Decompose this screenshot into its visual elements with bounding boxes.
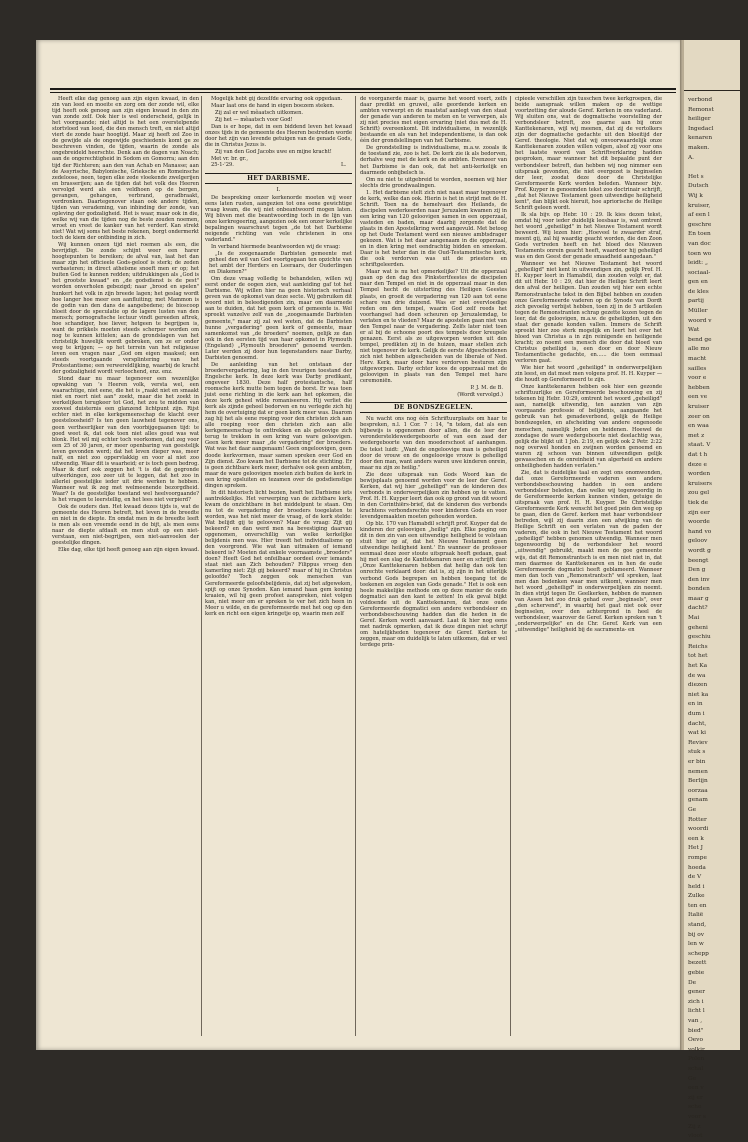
edge-text-line: verbond [688,97,713,103]
edge-text-line: Rotter [688,816,707,823]
edge-text-line: en in [688,701,703,708]
quote-line: Zij het — mêaatsch voor God! [215,117,293,124]
paragraph: In dit historisch licht bezien, heeft het Darbisme iets aantrekkelijks. Het verwerping van de zichtbare kerk, kwam de onzichtbare in het middelpunt te staan. Om nu tot de vergadering der broeders toegelaten te worden, was het niet meer de vraag, of de kerk stelde: Wat belijdt gij te gelooven? Maar de vraag: Zijt gij bekeerd? en dan werd men na bevestiging daarvan opgenomen, onverschillig van welke kerkelijke belijdenis men was. Hier treedt het individualisme op den voorgrond. Wie wat kan uitmaken of iemand bekeerd is? Moeten dat enkele voornaamste „broeders" doen? Heeft God het onfeilbaar oordeel over iemands staat niet aan Zich behouden? Filippus vroeg den kamerling niet: Zijt gij bekeerd? maar of hij in Christus geloofde? Toch zeggen ook menschen van Gereformeerde geloofsbelijdenis, dat zij het afgeweken, spijt op onze Synoden. Kan iemand haan gem koning kraaien, wil hij geen profeet aanspreken, niet volgen kan, niet meer om er spreken te ver het zich heen in Meer u wilde, en de gereformeerde met het oog op den kerk en richt een eigen kringetje op, waarin men zelf [205,489,352,617]
edge-text-line: van , [688,1018,703,1024]
signature-initial: L. [340,162,346,169]
edge-text-line: Reviev [688,739,708,746]
edge-text-line: A. [688,154,695,161]
edge-text-line: kenaren [688,135,713,142]
edge-text-line: zou gel [688,490,710,497]
edge-text-line: een v [688,1085,704,1092]
edge-text-line: voor e [688,375,707,382]
edge-text-line: len w [688,941,704,948]
edge-text-line: zeer on [688,413,710,420]
text-column-4 [515,96,662,1040]
edge-text-line: dacht, [688,720,707,727]
edge-text-line: tiek de [688,499,709,506]
edge-text-line: stuk s [688,749,706,756]
paragraph: Dan is er hope, dat in een biddend leven het kwaad onzes tijds in de gemeente des Heeren bestreden worde door het zijn van levende getuigen van de genade Gods, die in Christus Jezus is. [205,124,352,149]
signature-greeting: Met vr. br. gr., [211,156,248,163]
paragraph: Om deze vraag volledig te behandelen, willen wij eerst onder de oogen zien, wat aanleiding gaf tot het Darbisme. Wij willen hier na geen historisch verhaal geven van de opkomst van deze secte. Wij gebruiken dit woord niet in beleedigenden zin, maar om daarmede aan te duiden, dat het geen kerk of gemeente is. Wel spreekt vanzelve zelf van de „zoogenaamde Darbisten gemeente," maar zij zal wel weten, dat de Darbisten hunne „vergadering" geen kerk of gemeente, maar samenkomst van „de broeders" noemen, gelijk ze dan ook in den eersten tijd van haar opkomst in Plymouth (Engeland) „Plymouth broederen" genoemd werden. Later werden zij door hun tegenstanders naar Darby, Darbisten genoemd. [205,276,352,361]
edge-text-line: oorzaa [688,787,708,794]
edge-text-line: Zij z [688,1123,701,1130]
edge-text-line: den inv [688,576,710,583]
edge-text-line: Zulke [688,893,705,900]
edge-text-line: kruisers [688,480,713,487]
edge-text-line: Italië [688,912,704,919]
edge-top-rule [684,90,740,91]
edge-text-line: Dutsch [688,183,709,190]
edge-text-line: woordi [688,826,709,833]
edge-text-line: ten en [688,902,707,909]
edge-text-line: En toen [688,231,711,238]
paragraph: cipieele verschillen zijn tusschen twee kerkgroepen, die beide aanspraak willen maken op de wettige voortzetting der aloude Geref. Kerken in ons vaderland. Wij sluiten ons, wat de dogmatische voorstelling der verbondsleer betreft, zoo gaarne aan bij onze Kanttekenaren, wijl wij meenen, dat zij de vertolkers zijn der dogmatische gedachte uit den bloeitijd der Geref. theologie. Niet dat wij onvoorwaardelijk onze Kanttekenaren zouden willen volgen, alsof zij voor ons het laatste woord van Schriftverklaring hadden gesproken, maar wanneer het dit bepaalde punt der verbondsleer betreft, dan hebben wij nog nimmer een uitspraak gevonden, die niet overgezet is beginselen der leer, zoodat deze door de Christelijke Gereformeerde Kerk worden beleden. Wanneer bijv. Prof. Kuyper in genoemden tekst zoo doctrinair schrijft, „dat het Nieuwe Testament geen uitwendige heiligheid kent", dan blijkt ook hieruit, hoe apriorische de Heilige Schrift geleen wordt. [515,96,662,211]
edge-text-line: een k [688,835,704,842]
header-rule-thin [50,92,676,93]
paragraph: Op blz. 170 van Hamabdil schrijft prof. Kuyper dat de kinderen der geloovigen „heilig" zijn. Elke poging om dit in den zin van een uitwendige heiligheid te volstaan stuit hier op af, dat het Nieuwe Testament geen uitwendige heiligheid kent.' En wanneer de professor eenmaal deze zeer stoute uitspraak heeft gedaan, gaat hij met een slag de Kanttekenaren neer en schrijft dan: „Onze Kanttekenaren hebben dat heilig dan ook ten onrechte verklaard door: dat is, zij zijn in het uiterlijk verbond Gods begrepen en hebben toegang tot de teekenen en zegelen van Gods genade." Het is ook een heele makkelijke methode om op deze manier de oude dogmatici aan den kant te zetten! In elk geval blijkt voldoende uit de Kanttekenaren, dat onze oude Gereformeerde dogmatici een andere verbondsleer en verbondsbeschouwing hadden dan die heden in de Geref. Kerken wordt aanvaard. Laat ik hier nog eens met nadruk opmerken, dat ik deze dingen niet schrijf om hatelijkheden tegenover de Geref. Kerken te zeggen, maar om duidelijk te laten uitkomen, dat er wel terdege prin- [360,521,507,649]
edge-text-line: held i [688,883,705,890]
text-column-1 [52,96,199,1040]
edge-text-line: De [688,979,697,986]
paragraph: Wij kunnen onzen tijd niet roemen als een, die bevrijdigt. De zonde schijnt weer een harer hoogtepunten te bereiken; de afval van, laat het dan maar zijn het officieele Gods-geloof is sterk; de zeden verbasteren; in direct atheïsme snoeft men er op; het buiten God te kunnen redden; uitdrukkingen als „God is het grootste kwaad" en „de godsdienst is de pest" worden onverholen gebezigd; naar „brood en spelen" hunkert het volk in zijn breede lagen; het geslag wordt hoe langer hoe meer een aanfluiting; met Mammon is de godin van den dans de aangebedene; de bioscoop bloeit door de speculatie op de lagere lusten van den mensch; pornografische lectuur vindt gereeden aftrek, hoe schandiger, hoe liever, hetgeen te begrijpen is, want de prikkels moeten steeds scherper worden om nog te kunnen kittelen; aan de grondslagen van het christelijk huwelijk wordt gebroken, om ze er onder weg te krijgen; — op het terrein van het religieuse leven een vragen naar „God om eigen maaksel; een steeds voortgaande versplintering van het Protestantisme; een verwereldlijking, waarbij de kracht der godzaligheid wordt verloochend, enz. enz. [52,242,199,376]
edge-text-line: Wij k [688,192,703,199]
edge-text-line: met z [688,432,705,439]
edge-text-line: Het J [688,845,703,852]
edge-text-line: van doc [688,240,711,247]
edge-text-line: genam [688,797,708,804]
edge-text-line: leidt: „ [688,260,708,267]
paragraph: De aanleiding van het ontstaan der broedervergadering, lag in den treurigen toestand der Engelsche kerk. In deze kerk was Darby predikant, ongeveer 1830. Deze half protestantsche, half roomsche kerk mutte hem tegen de borst. Er was toen juist eene richting in die kerk aan het opkomen, die deze kerk geheel wilde romaniseeren. Hij verliet die kerk als zijnde geheel bedorven en nu verlegde zich hij hem de overtuiging dat er geen kerk meer was. Daarom zag hij het als eene roeping voor den christen zich aan alle roeping voor den christen zich aan alle kerkgemeenschap te onttrekken en als geloovige zich terug te trekken in een kring van ware geloovigen. Geen kerk meer maar „de vergadering" der broeders. Wat was het daar aangenaam! Geen ongeloovigen, geen doode kerkvormen, maar samen spreken over God en Zijn dienst. Zoo kwam het Darbisme tot de stichting. Er is geen zichtbare kerk meer, derhalve ook geen ambten, maar de ware geloovigen moeten zich buiten de kerk in een kring opsluiten en tezamen over de godsdienstige dingen spreken. [205,361,352,489]
edge-text-line: Het s [688,173,704,180]
article-signature: P. J. M. de B. [470,385,503,392]
edge-text-line [688,163,748,173]
section-number: I. [276,186,281,193]
edge-text-line: Wat [688,327,700,334]
edge-text-line: geheni [688,624,708,631]
edge-text-line: hoeda [688,864,706,871]
text-column-2 [205,96,352,1040]
paragraph: Wie hier het woord „geheiligd" in onderwerpelijken zin leest, en dat moet men volgens prof. H. H. Kuyper — die houdt op Gereformeerd te zijn. [515,365,663,384]
paragraph: Ook de ouders dan. Het kwaad dezes tijds is, wat de gemeente des Heeren betreft, het leven in de breedte en niet in de diepte. En omdat men in de breedte leeft is men als een vreemde eend in de bijt, als men eens naar de diepte afdaalt en men stuit op een niet-verstaan, een niet-begrijpen, een niet-aanvoelen der geestelijke dingen. [52,504,199,547]
paragraph: Onze kanttekenaren hebben ook hier een gezonde schriftuurlijke en Gereformeerde beschouwing en zij tekenen bij Hebr. 10:29, omtrent het woord „geheiligd" aan, namelijk uitwendig, ten aanzien van zijn voorgaande professie of belijdenis, aangaande het gebruik van het genadeverbond, gelijk de Heilige bondszegelen, en afscheiding van andere ongenoode menschen, namelijk Joden en heidenen. Hoewel de zondagse de ware wedergeboorte niet deelachtig was, gelijk die blijkt uit 1 Joh. 2:19, en gelijk ook 2 Petr. 2:22 nog overwel honden en zwijnen worden genoemd en waren zij schoon van binnen uitwendigen gelijk gewasschen en de onreinheid van algerheid en andere onheiligheden hadden verlaten." [515,384,662,469]
edge-text-line: volkir [688,1046,705,1053]
edge-text-line: het Ka [688,663,708,670]
edge-text-line: diezen [688,682,708,689]
edge-text-column [688,96,748,1142]
edge-text-line: hebben [688,384,710,391]
edge-text-line: schal [688,1065,704,1072]
signature-date [205,162,352,168]
header-rule [50,88,676,90]
edge-text-line: nemen [688,768,708,775]
edge-text-line: vloot [688,1133,703,1140]
edge-text-line: dat t h [688,451,708,458]
edge-text-line: dacht? [688,605,708,612]
edge-text-line: macht [688,356,707,363]
continued-note: (Wordt vervolgd.) [457,392,503,399]
edge-text-line: niet ka [688,691,709,698]
edge-text-line: kruiser [688,404,710,410]
edge-text-line: zij er [688,1094,703,1101]
edge-text-line: staat. V [688,442,711,449]
quote-line: Zij zal er wel mêaatsch uitkomen. [215,110,304,117]
edge-text-line: zich i [688,998,704,1005]
section-heading-darbisme: HET DARBISME. [205,173,352,184]
paragraph: Om nu niet te uitgebreid te worden, noemen wij hier slechts drie grondwaalingen. [360,176,507,189]
edge-text-line: heiliger [688,116,711,123]
edge-text-line: bij ov [688,931,704,938]
paragraph: Zie deze uitspraak van Gods Woord kan de bewijsplaats genoemd worden voor de leer der Geref. Kerken, dat wij hier „geheiligd" van de kinderen des verbonds in onderwerpelijken zin hebben op te vatten. Prof. H. H. Kuyper leert dan ook op grond van dit woord in den Corinthiërs-brief, dat de kinderen des verbonds krachtens verbondsrechte voor kinderen Gods en voor levendgemaakten moeten gehouden worden. [360,471,507,521]
edge-text-line: toen wo [688,250,712,257]
paragraph: Nu wacht ons nog één Schriftuurplaats om haar te bespreken, n.l. 1 Cor. 7 : 14, "n teken, dat als een bijbewijs is opgenomen door allen, die de leer der verondersteldewedergeboorte of van een zaad der wedergeboorte van den moederschoot af aanhangen. De tekst luidt: „Want de ongeloovige man is geheiligd door de vrouw en de ongeloovige vrouw is geheiligd door den man, want anders waren uwe kinderen onrein, maar nu zijn ze heilig." [360,416,507,471]
edge-text-line: bonden [688,586,710,593]
column-divider [510,96,511,1036]
signature-date-text: 25-1-'29. [211,162,234,169]
quote-line: Zij van den God Jacobs uwe en mijne kracht! [215,149,332,156]
edge-text-line: sche [688,1104,702,1111]
edge-text-line: en waa [688,423,709,430]
paragraph: Zie, dat is duidelijke taal en zegt ons onomwonden, dat onze Gereformeerde vaderen een andere verbondsbeschouwing hadden in een andere verbondsleer beleden, dan welke wij tegenwoordig in de Gereformeerde kerken kunnen vinden, getuige de uitspraak van prof. H. H. Kuyper. De Christelijke Gereformeerde Kerk wenscht het goed pein den weg op te gaan, dien de Geref. kerken met haar verbondsleer betreden, wijl zij daarin zien een afwijking van de Heilige Schrift en een verlaten van de paden der vaderen, die ook in het Nieuwe Testament het woord „geheiligd" hebben genomen uitwendig. Wanneer men tegenwoordig bij de verbondsleer het woord „uitwendig" gebruikt, maakt men de goe gemeente wijs, dat dit Remonstrantsch is en men niet niet in, dat men daarmee de Kanttekenaren en in hen de oude Gereformeerde dogmatici heeft geblameerd. Wanneer men dan toch van „Remonstrantsch" wil spreken, laat men dan bedenken waar men uitkomt, wanneer men het woord „geheiligd" in onderwerpelijken zin neemt. In dien strijd tegen Dr. Geelkerken, hebben de mannen van Assen het zoo druk gehad over „beginsels", over „den schervend", in waarbij het gaat niet ook over beginselen, over den achtergrond in heel de verbondsleer, waarover de Geref. Kerken spreken van 't „onderwerpelijke" en de Chr. Geref. Kerk van een „uitwendige" heiligheid bij de sacramenta- en [515,469,662,634]
paragraph: Wanneer we het Nieuwe Testament het woord „geheiligd" niet kent in uitwendigen zin, gelijk Prof. H. H. Kuyper leert in Hamabdil, dan zouden volgt er, dat dit uit Hebr. 10 : 29, dat hier de Heilige Schrift leert den afval der heiligen. Dan zouden wij hier een echte Remonstrantsche tekst in den Bijbel hebben en zouden onze Gereformeerde vaderen op de Synode van Dordt zich gevoelig verbijst hebben, toen zij in de 5 artikelen tegen de Remonstranten schrap gezette kozen tegen de leer, dat de geloovigen, m.a.w. de geheiligden, uit den staat der genade konden vallen. Immers de Schrift spreekt hier zoo sterk mogelijk en leert het over het bloed van Christus a in zijn reinigende en heiligende kracht; zo noemt een mensch die door dat bloed van Christus geheiligd is, een door en door Nieuw Testamentische gedachte, en...... die toen eenmaal verloren gaat. [515,261,662,365]
edge-text-line: zijn eer [688,509,710,516]
edge-text-line: voor s [688,1113,706,1120]
edge-text-line: gebie [688,970,705,977]
edge-text-line: maar g [688,595,709,602]
column-divider [355,96,356,1036]
edge-text-line: licht l [688,1008,705,1015]
paragraph: Elke dag, elke tijd heeft genoeg aan zijn eigen kwaad. [58,547,200,554]
edge-text-line: wordt g [688,547,711,554]
edge-text-line: rompe [688,854,707,861]
edge-text-line: beengt [688,557,709,564]
edge-text-line: Müller [688,308,708,315]
edge-text-line: sailles [688,365,707,372]
edge-text-line: woorde [688,519,710,526]
edge-text-line: Oevo [688,1037,703,1044]
edge-text-line: een ve [688,394,708,401]
edge-text-line: tot het [688,653,708,660]
edge-text-line: gen en [688,279,708,286]
text-column-3 [360,96,507,1040]
edge-text-line: woord v [688,317,712,324]
paragraph: De bespreking onzer kerkenorde moeten wij weer eens laten rusten, aangezien tot ons eene gewichtige vraag kwam, die wij niet onbeantwoord mogen laten. Wij bliven met die beantwoording toch in de lijn van onze kerkregeering, aangezien ook een onzer kerkelijke bepalingen waarschuwt tegen „de tot het Darbisme neigende richting van vele christenen in ons vaderland." [205,194,352,243]
edge-text-line: partij [688,298,704,305]
edge-text-line: gener [688,989,706,996]
edge-text-line: geschre [688,221,712,228]
edge-text-line: maken. [688,144,710,151]
section-heading-bondszegelen: DE BONDSZEGELEN. [360,402,507,413]
edge-text-line: kruiser, [688,202,711,209]
paragraph: Stond daar nu maar tegenover een wezenlijke opwaking van ’s Heeren volk, versta wel, een waarachtige, niet eene, die het is „raakt niet en smaakt niet en roert niet aan" zoekt, maar die het zoekt in werkelijken terugkeer tot God, het zou te midden van zooveel duisternis een glanzend lichtpunt zijn. Rijst echter niet in elke kerkgemeenschap de klacht over geesteloosheid? Is ten geen lauwheid tegenover ons, geen vertheerlijker van den voorbijgegaanen tijd: te goed weet ik, dat ook toen niet alles goud was wat blonk. Het wil mij echter toch voorkomen, dat zeg voor een 25 of 30 jaren, er meer openbaring van geestelijk leven gevonden werd; dat het leven dieper was, meer naïf, en niet zoo oppervlakkig en voor al niet zoo uitwendig. Waar dit is waarheid; er is toch geen bedrog. Maar ik durf ook zeggen het 't is dat de gegronde uitwerkingen, zoo zeer uit te leggen, dat het zoo in allerlei geestelijke ieder uit drie werken te hebben. Wanneer wat ik zeg met welmeenende bezorgdheid. Waar? Is de geestelijke toestand wel heelvoorgaande? Is het vragen te leerstellig, en het lees niet verpierd? [52,376,199,504]
edge-text-line: sociaal- [688,269,711,276]
edge-text-line: Ingedacl [688,125,714,132]
edge-text-line: af een l [688,212,710,219]
edge-text-line: de V [688,874,702,881]
edge-text-line: Polen [688,1056,705,1063]
edge-text-line: Mai [688,615,700,622]
paragraph: De grondstelling is individualisme, m.a.w. zooals ik de toestand zie, zoo is het. De kerk zie ik als bedorven, derhalve weg met de kerk en de ambten. Evenzeer van het Darbisme is dan ook, dat het anti-kerkelijk en daarmede onbijbelsch is. [360,145,507,176]
paragraph: Maar laat ons de hand in eigen boezem steken. [211,103,335,110]
edge-text-line: Ge [688,806,697,813]
edge-text-line: Ge [688,1075,697,1082]
adjacent-page-edge [682,40,740,1140]
edge-text-line: bezett [688,960,707,967]
edge-text-line: dum i [688,711,705,717]
edge-text-line: bied" [688,1027,704,1034]
edge-text-line: Remonst [688,106,714,113]
edge-text-line: alle mo [688,346,710,353]
edge-text-line: Reichs [688,643,708,650]
edge-text-line: worden [688,471,711,478]
edge-text-line: de kles [688,288,709,295]
edge-text-line: Berlijn [688,778,708,785]
edge-text-line: hand vo [688,528,712,535]
edge-text-line: wat ki [688,730,706,737]
edge-text-line: de wa [688,672,706,679]
paragraph: Heeft elke dag genoeg aan zijn eigen kwaad, in den zin van leed en moeite en zorg om der zonde wil, elke tijd heeft ook genoeg aan zijn eigen kwaad in den zin van zonde zelf. Ook hier is wel onderscheid, gelijk in het voorgaande; niet altijd is het een overstelpende stortvloed van leed, die den mensch treft, en niet altijd viert de zonde haar hoogtijd. Maar zij heeft zel Zoo in de gewijde als de ongewijde geschiedenis komt ge ze beschreven vinden, de tijden, waarin de zonde als ongebreideld heerschte. Denk aan de dagen van Noach; aan de ongerechtigheid in Sodom en Gomorra; aan den tijd der Richteren; aan den van Achab en Manasse; aan de Assyrische, Babylonische, Grieksche en Romeinsche zedeloose, neen, tegen elke zede vloekende zwelgerijen en brasserijen; aan de tijden dat het volk des Heeren vervolgd werd als een veldhoen op de bergen, gevangen, gehangen, verbrand, geradbraakt, verdronken. Daartegenover staan ook andere tijden, tijden van verademing, van inbinding der zonde, van opleving der godzaligheid. Het is waar, maar ook in die, welke wij van die tijden nog de beste zouden noemen, wroet en vreet de kanker van het verderf. Kan strekt niet! Wat wij soms het beste rekenen, borgt ondermerkt toch de kiem der ontbinding in zich. [52,96,199,242]
edge-text-line: bend ge [688,336,712,343]
quote-paragraph: „Is de zoogenaamde Darbisten gemeente met geheel den wil van God voortgegaan ten opzichte van het ambt der Herders en Leeraars, der Ouderlingen en Diakenen?" [209,250,352,276]
edge-text-line: Den g [688,567,706,574]
paragraph: In verband hiermede beantwoorden wij de vraag: [211,243,341,250]
paragraph: 1. Het darbisme stelt zich niet naast maar tegenover de kerk, welke dan ook. Hierin is het in strijd met de H. Schrift. Toen na de hemelvaart des Heilands, de discipelen wederkeerden naar Jeruzalem kwamen zij in een kring van 120 geloovigen samen in een opperzaal, vasteden en baden, maar daarbij zorgende dat de plaats in den Apostelkring werd aangevuld. Met betoog op het Oude Testament werd een nieuwe ambtsdrager gekozen. Wat is het daar aangenaam in die opperzaal, en in dien kring met eendrachtig bidden en smeeken. Daar is het beter dan in die Oud-Testamentische kerk, die ook verdorven was uit de priesters en schriftgeleerden. [360,189,507,269]
edge-text-line: geschiu [688,634,711,641]
edge-text-line: stand, [688,922,707,929]
edge-text-line: schepp [688,950,709,957]
edge-text-line: er bin [688,758,706,765]
paragraph: de voorganerde maar is, gaarne het woord voert, zelfs daar predikt en gruwel, alle geordende kerken en ambten verwerpt en de maatstaf aanlegt van den staat der genade van anderen te meten en te verwerpen, als zij niet precies met eigen ervaring (niet dus met de H. Schrift) overeenkomt. Dit individualisme, in wezenlijk bestaande en als van het independentisme, is dan ook één der grondslellingen van het Darbisme. [360,96,507,145]
paragraph: Mogelijk hebt gij dezelfde ervaring ook opgedaan. [211,96,343,102]
edge-text-line: deze e [688,461,707,468]
paragraph: Ik sla bijv. op Hebr. 10 : 29. Ik kies dezen tekst, omdat hij voor ieder duidelijk leesbaar is, wat omtrent het woord „geheiligd" in het Nieuwe Testament wordt beweerd. Wij lezen hier: „Hoeveel te zwaarder straf, meent gij, zal hij waardig geacht worden, die den Zoon Gods vertreden heeft en het bloed des Nieuwen Testaments onrein geacht heeft, waardoor hij geheiligd was en den Geest der genade smaadheid aangedaan." [515,211,662,261]
column-divider [201,96,202,1036]
paragraph: Maar wat is nu het opmerkelijke? Uit die opperzaal gaan op den dag des Pinkstertfeestes de discipelen naar den Tempel en niet in de opperzaal maar in den Tempel hecht de uitstorting des Heiligen Geestes plaats, en groeit de vergadering van 120 aan tot eene schare van drie duizend. Was er niet overvloedige reden om den tempel, waarin God zelf reeds het voorhangsel had doen scheuren op Jeruzalemdag, te verlaten en te vlieden? Maar de apostelen gaan niet van den Tempel naar de vergadering. Zelfs later niet toen er al bij de echoone poort des tempels door kreupele genazen. Eerst als ze uitgeworpen worden uit den tempel, predikten zij in de huizen, maar stellen zich niet tegenover de kerk. Gelijk de eerste Afgescheidenen zich niet hebben afgescheiden van de liberale of Ned. Herv. Kerk, maar door hare verdorven besturen zijn uitgeworpen. Darby echter koos de opperzaal met de geloovigen in plaats van den Tempel met hare ceremoniën. [360,269,507,385]
edge-text-line: geloov [688,538,708,545]
